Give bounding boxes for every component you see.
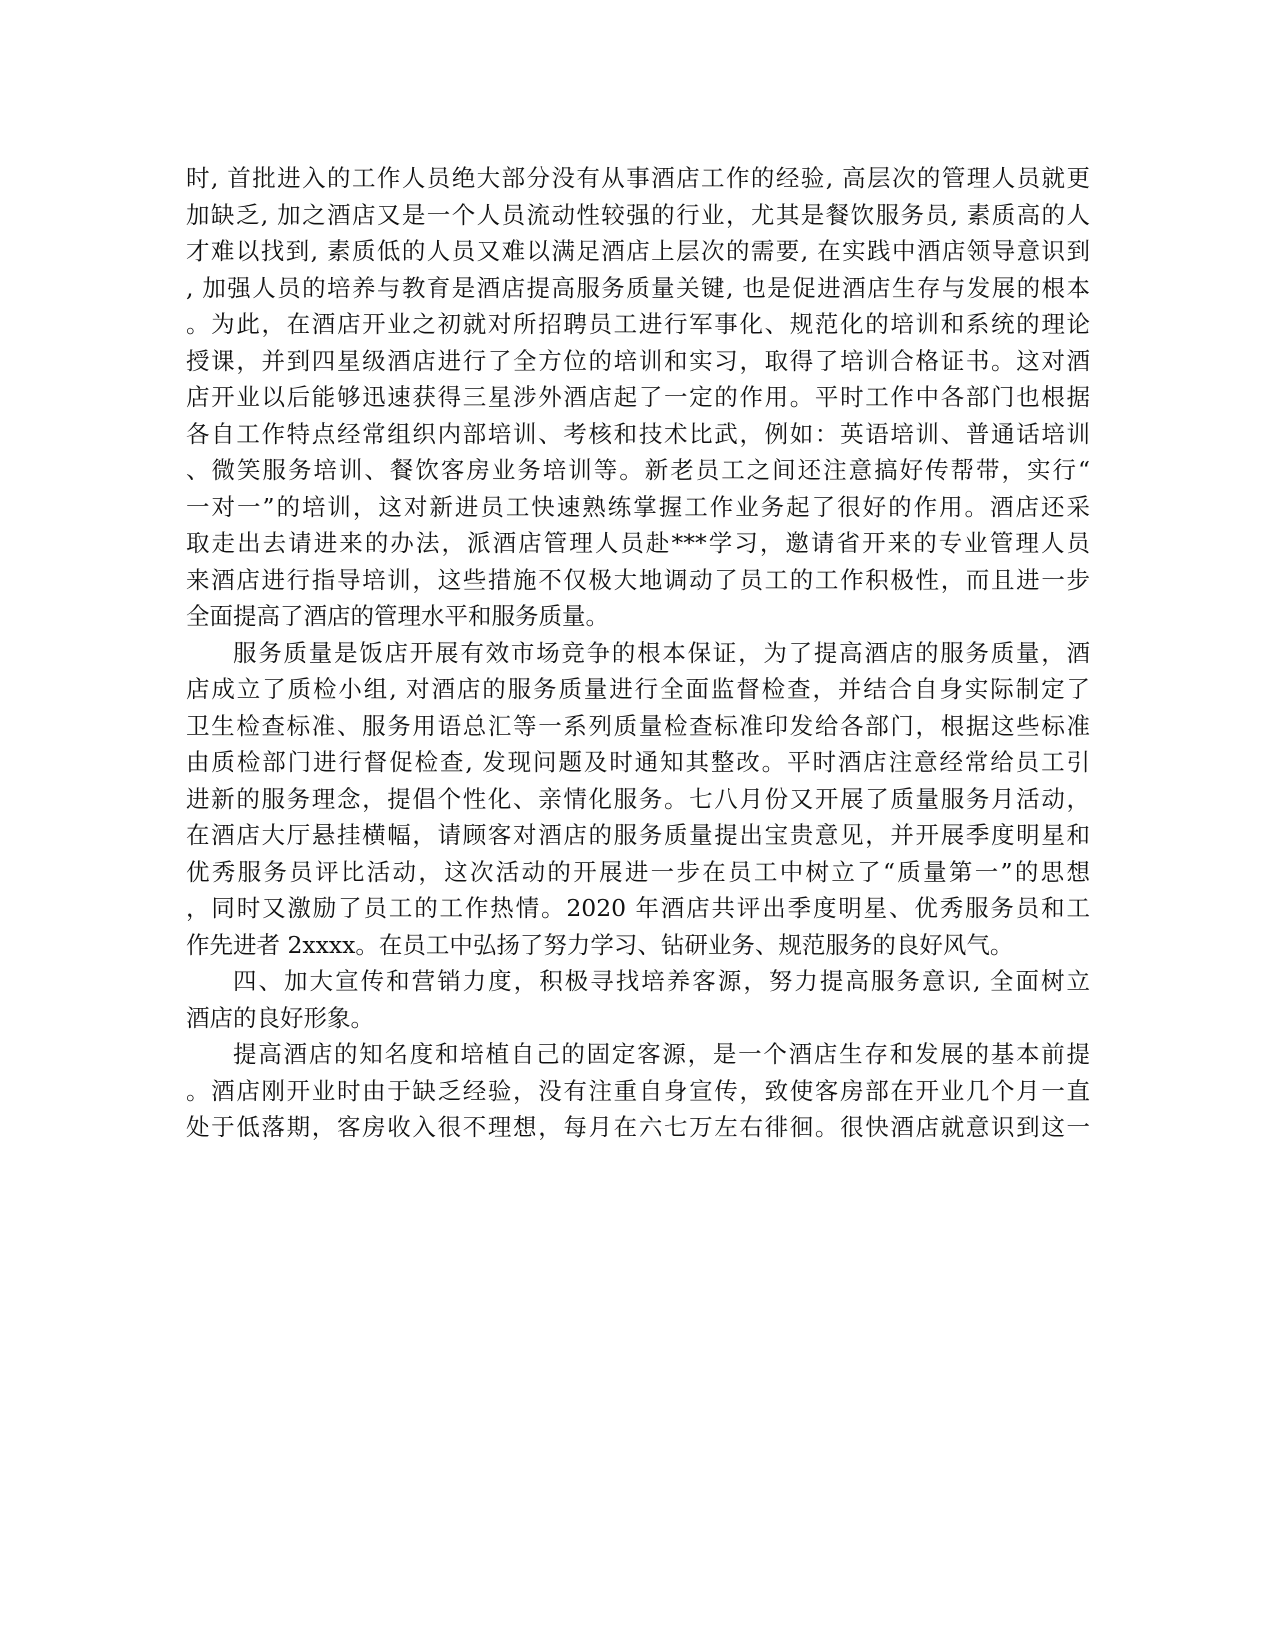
text-line: 授课，并到四星级酒店进行了全方位的培训和实习，取得了培训合格证书。这对酒 [186,346,1090,375]
text-line: 全面提高了酒店的管理水平和服务质量。 [186,602,609,630]
text-line: 优秀服务员评比活动，这次活动的开展进一步在员工中树立了“质量第一”的思想 [186,857,1090,886]
text-line: , 加强人员的培养与教育是酒店提高服务质量关键, 也是促进酒店生存与发展的根本 [186,273,1090,302]
paragraph [186,160,1090,635]
text-line: 店开业以后能够迅速获得三星涉外酒店起了一定的作用。平时工作中各部门也根据 [186,383,1090,411]
body-text [186,160,1090,1146]
text-line: ，同时又激励了员工的工作热情。2020 年酒店共评出季度明星、优秀服务员和工 [186,894,1090,922]
text-line: 加缺乏, 加之酒店又是一个人员流动性较强的行业，尤其是餐饮服务员, 素质高的人 [186,200,1090,229]
section-heading [186,963,1090,1036]
text-line: 酒店的良好形象。 [186,1003,374,1032]
text-line: 才难以找到, 素质低的人员又难以满足酒店上层次的需要, 在实践中酒店领导意识到 [186,237,1090,265]
text-line: 一对一”的培训，这对新进员工快速熟练掌握工作业务起了很好的作用。酒店还采 [186,492,1090,521]
text-line: 。为此，在酒店开业之初就对所招聘员工进行军事化、规范化的培训和系统的理论 [186,310,1090,338]
paragraph [186,1036,1090,1146]
text-line: 、微笑服务培训、餐饮客房业务培训等。新老员工之间还注意搞好传帮带，实行“ [186,456,1090,484]
text-line: 由质检部门进行督促检查, 发现问题及时通知其整改。平时酒店注意经常给员工引 [186,748,1090,776]
text-line: 店成立了质检小组, 对酒店的服务质量进行全面监督检查，并结合自身实际制定了 [186,675,1090,703]
text-line: 进新的服务理念，提倡个性化、亲情化服务。七八月份又开展了质量服务月活动， [186,784,1090,813]
text-line: 在酒店大厅悬挂横幅，请顾客对酒店的服务质量提出宝贵意见，并开展季度明星和 [186,821,1090,849]
text-line: 作先进者 2xxxx。在员工中弘扬了努力学习、钻研业务、规范服务的良好风气。 [186,930,1014,959]
text-line: 时, 首批进入的工作人员绝大部分没有从事酒店工作的经验, 高层次的管理人员就更 [186,164,1090,192]
text-line: 服务质量是饭店开展有效市场竞争的根本保证，为了提高酒店的服务质量，酒 [233,638,1090,667]
text-line: 处于低落期，客房收入很不理想，每月在六七万左右徘徊。很快酒店就意识到这一 [186,1113,1090,1141]
paragraph [186,635,1090,964]
text-line: 提高酒店的知名度和培植自己的固定客源，是一个酒店生存和发展的基本前提 [233,1040,1090,1068]
text-line: 卫生检查标准、服务用语总汇等一系列质量检查标准印发给各部门，根据这些标准 [186,711,1090,740]
text-line: 取走出去请进来的办法，派酒店管理人员赴***学习，邀请省开来的专业管理人员 [186,529,1090,557]
text-line: 。酒店刚开业时由于缺乏经验，没有注重自身宣传，致使客房部在开业几个月一直 [186,1076,1090,1105]
text-line: 四、加大宣传和营销力度，积极寻找培养客源，努力提高服务意识, 全面树立 [233,967,1090,995]
text-line: 来酒店进行指导培训，这些措施不仅极大地调动了员工的工作积极性，而且进一步 [186,565,1090,594]
text-line: 各自工作特点经常组织内部培训、考核和技术比武，例如：英语培训、普通话培训 [186,419,1090,448]
